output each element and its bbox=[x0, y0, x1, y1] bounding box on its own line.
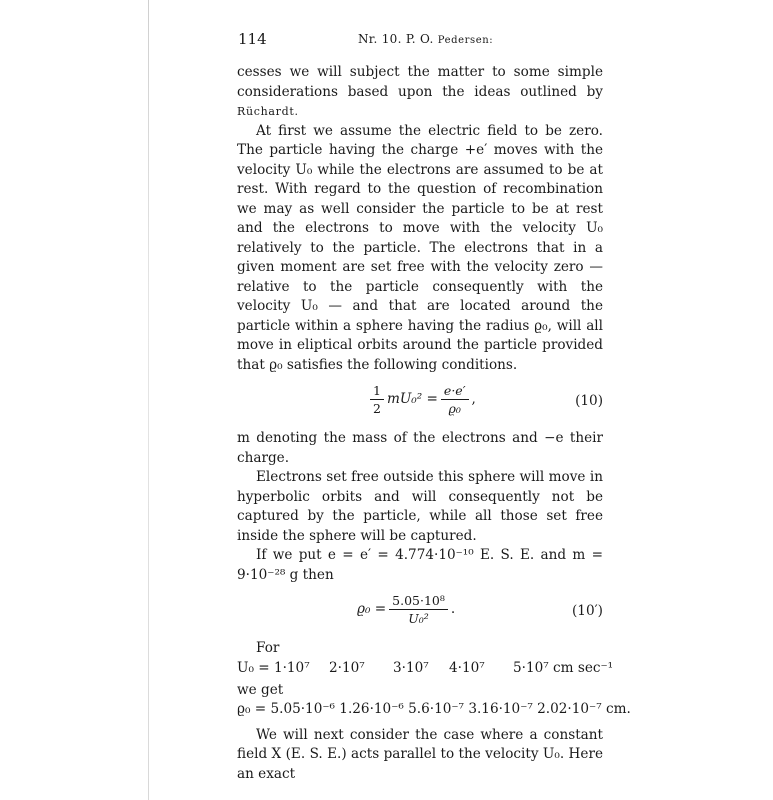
body-text bbox=[237, 63, 631, 784]
page-header bbox=[238, 24, 603, 50]
equation-10-prime-trail: . bbox=[450, 601, 456, 618]
equation-10-prime-numerator: 5.05·10⁸ bbox=[389, 593, 448, 610]
velocity-value: U₀ = 1·10⁷ bbox=[237, 659, 310, 676]
velocity-value: 4·10⁷ bbox=[449, 659, 485, 676]
paragraph-4: Electrons set free outside this sphere will move in hyperbolic orbits and will consequently not be captured by the particle, while all those set free inside the sphere will be captured. bbox=[237, 469, 603, 544]
equation-10-rhs-numerator: e·e′ bbox=[441, 383, 469, 400]
equation-10-rhs-fraction bbox=[441, 383, 469, 417]
paragraph-1-text: cesses we will subject the matter to some simple considerations based upon the ideas outlined by bbox=[237, 64, 603, 100]
equation-10-prime-number: (10′) bbox=[572, 603, 603, 619]
equation-10-prime-lhs: ϱ₀ = bbox=[357, 601, 387, 618]
cited-author: Rüchardt. bbox=[237, 105, 299, 118]
paragraph-6: We will next consider the case where a constant field X (E. S. E.) acts parallel to the velocity U₀. Here an exact bbox=[237, 726, 603, 782]
half-numerator: 1 bbox=[370, 383, 384, 400]
velocity-value: 5·10⁷ cm sec⁻¹ bbox=[513, 659, 614, 676]
equation-10-body bbox=[367, 383, 476, 417]
radius-values-row: ϱ₀ = 5.05·10⁻⁶ 1.26·10⁻⁶ 5.6·10⁻⁷ 3.16·10⁻⁷ 2.02·10⁻⁷ cm. bbox=[237, 701, 631, 717]
velocity-values-row bbox=[237, 659, 614, 681]
running-head-prefix: Nr. 10. P. O. bbox=[358, 32, 438, 46]
equation-10-trail: , bbox=[471, 391, 476, 408]
paragraph-2: At first we assume the electric field to be zero. The particle having the charge +e′ moves with the velocity U₀ while the electrons are assumed to be at rest. With regard to the question of recombination we may as well consider the particle to be at rest and the electrons to move with the velocity U₀ relatively to the particle. The electrons that in a given moment are set free with the velocity zero — relative to the particle consequently with the velocity U₀ — and that are located around the particle within a sphere having the radius ϱ₀, will all move in eliptical orbits around the particle provided that ϱ₀ satisfies the following conditions. bbox=[237, 122, 603, 373]
velocity-value: 3·10⁷ bbox=[393, 659, 429, 676]
paragraph-3: m denoting the mass of the electrons and −e their charge. bbox=[237, 430, 603, 466]
half-denominator: 2 bbox=[373, 401, 381, 416]
equation-10 bbox=[237, 379, 603, 425]
equation-10-prime bbox=[237, 589, 603, 635]
equation-10-prime-fraction bbox=[389, 593, 448, 627]
equation-10-prime-denominator: U₀² bbox=[408, 611, 429, 626]
page-number: 114 bbox=[238, 30, 267, 48]
running-head bbox=[358, 32, 493, 46]
velocity-value: 2·10⁷ bbox=[329, 659, 365, 676]
equation-10-rhs-denominator: ϱ₀ bbox=[448, 401, 461, 416]
equation-10-prime-body bbox=[357, 593, 455, 627]
equation-10-lhs: mU₀² = bbox=[386, 391, 438, 408]
paragraph-1 bbox=[237, 63, 603, 122]
paragraph-5: If we put e = e′ = 4.774·10⁻¹⁰ E. S. E. and m = 9·10⁻²⁸ g then bbox=[237, 547, 603, 583]
scan-edge-line bbox=[148, 0, 149, 800]
for-label: For bbox=[256, 640, 280, 656]
half-fraction bbox=[370, 383, 384, 417]
we-get-label: we get bbox=[237, 681, 284, 698]
equation-10-number: (10) bbox=[575, 393, 603, 409]
running-head-author: Pedersen: bbox=[437, 35, 494, 46]
